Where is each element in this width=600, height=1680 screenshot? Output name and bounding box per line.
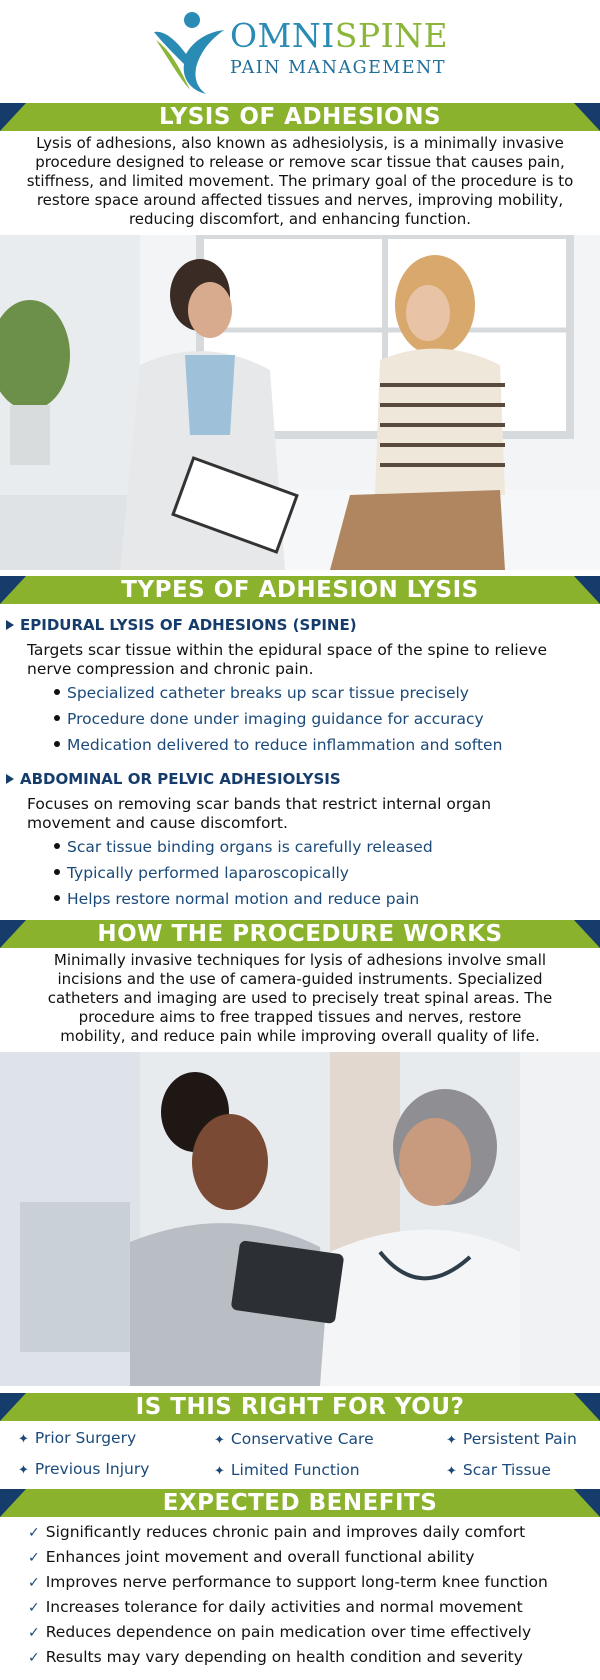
type-heading-epidural: EPIDURAL LYSIS OF ADHESIONS (SPINE) <box>6 616 357 634</box>
procedure-line: incisions and the use of camera-guided instruments. Specialized <box>57 970 543 988</box>
section-banner-lysis <box>0 103 600 131</box>
intro-line: restore space around affected tissues and nerves, improving mobility, <box>36 191 564 209</box>
intro-line: stiffness, and limited movement. The primary goal of the procedure is to <box>26 172 574 190</box>
benefit-item: ✓ Reduces dependence on pain medication over time effectively <box>28 1623 532 1641</box>
list-item: Scar tissue binding organs is carefully released <box>54 838 433 856</box>
list-item: Helps restore normal motion and reduce pain <box>54 890 419 908</box>
section-title: LYSIS OF ADHESIONS <box>158 104 442 130</box>
procedure-line: mobility, and reduce pain while improving overall quality of life. <box>60 1027 540 1045</box>
procedure-line: catheters and imaging are used to precisely treat spinal areas. The <box>47 989 553 1007</box>
list-item: Medication delivered to reduce inflammation and soften <box>54 736 502 754</box>
desc-line: Focuses on removing scar bands that restrict internal organ <box>27 795 492 813</box>
bullet-dot-icon <box>54 715 60 721</box>
procedure-line: Minimally invasive techniques for lysis of adhesions involve small <box>53 951 547 969</box>
benefit-item: ✓ Increases tolerance for daily activities and normal movement <box>28 1598 523 1616</box>
sparkle-icon: ✦ <box>214 1464 225 1479</box>
patient-doctor-tablet-photo <box>0 1052 600 1386</box>
checkmark-icon: ✓ <box>28 1525 40 1541</box>
omnispine-logo <box>150 10 460 96</box>
section-title: TYPES OF ADHESION LYSIS <box>121 577 479 603</box>
desc-line: movement and cause discomfort. <box>27 814 288 832</box>
bullet-dot-icon <box>54 741 60 747</box>
triangle-bullet-icon <box>6 620 14 630</box>
doctor-consultation-photo <box>0 235 600 570</box>
fit-item: ✦ Conservative Care <box>214 1430 374 1448</box>
logo-tagline: PAIN MANAGEMENT <box>230 58 447 78</box>
checkmark-icon: ✓ <box>28 1625 40 1641</box>
checkmark-icon: ✓ <box>28 1650 40 1666</box>
list-item: Specialized catheter breaks up scar tissue precisely <box>54 684 469 702</box>
benefit-item: ✓ Enhances joint movement and overall functional ability <box>28 1548 475 1566</box>
sparkle-icon: ✦ <box>18 1432 29 1447</box>
triangle-bullet-icon <box>6 774 14 784</box>
checkmark-icon: ✓ <box>28 1575 40 1591</box>
intro-line: procedure designed to release or remove scar tissue that causes pain, <box>35 153 565 171</box>
fit-item: ✦ Prior Surgery <box>18 1429 137 1447</box>
section-title: HOW THE PROCEDURE WORKS <box>97 921 503 947</box>
sparkle-icon: ✦ <box>18 1463 29 1478</box>
benefit-item: ✓ Improves nerve performance to support long-term knee function <box>28 1573 548 1591</box>
section-banner-procedure <box>0 920 600 948</box>
benefit-item: ✓ Results may vary depending on health condition and severity <box>28 1648 523 1666</box>
bullet-dot-icon <box>54 689 60 695</box>
desc-line: Targets scar tissue within the epidural space of the spine to relieve <box>27 641 547 659</box>
fit-item: ✦ Persistent Pain <box>446 1430 577 1448</box>
procedure-paragraph <box>0 951 600 1046</box>
intro-paragraph <box>0 134 600 229</box>
procedure-line: procedure aims to free trapped tissues and nerves, restore <box>78 1008 522 1026</box>
type-description <box>27 641 587 679</box>
section-title: IS THIS RIGHT FOR YOU? <box>135 1394 465 1420</box>
intro-line: reducing discomfort, and enhancing function. <box>128 210 472 228</box>
checkmark-icon: ✓ <box>28 1550 40 1566</box>
figure-swoosh-icon <box>150 10 230 96</box>
logo-brand-name: OMNISPINE <box>230 16 449 55</box>
sparkle-icon: ✦ <box>214 1433 225 1448</box>
list-item: Procedure done under imaging guidance for accuracy <box>54 710 484 728</box>
section-banner-benefits <box>0 1489 600 1517</box>
sparkle-icon: ✦ <box>446 1464 457 1479</box>
section-banner-types <box>0 576 600 604</box>
type-heading-abdominal: ABDOMINAL OR PELVIC ADHESIOLYSIS <box>6 770 341 788</box>
fit-item: ✦ Previous Injury <box>18 1460 150 1478</box>
checkmark-icon: ✓ <box>28 1600 40 1616</box>
bullet-dot-icon <box>54 895 60 901</box>
section-banner-right-for-you <box>0 1393 600 1421</box>
intro-line: Lysis of adhesions, also known as adhesiolysis, is a minimally invasive <box>36 134 564 152</box>
sparkle-icon: ✦ <box>446 1433 457 1448</box>
benefit-item: ✓ Significantly reduces chronic pain and improves daily comfort <box>28 1523 526 1541</box>
desc-line: nerve compression and chronic pain. <box>27 660 314 678</box>
section-title: EXPECTED BENEFITS <box>162 1490 438 1516</box>
fit-item: ✦ Limited Function <box>214 1461 360 1479</box>
bullet-dot-icon <box>54 843 60 849</box>
type-description <box>27 795 587 833</box>
bullet-dot-icon <box>54 869 60 875</box>
list-item: Typically performed laparoscopically <box>54 864 349 882</box>
fit-item: ✦ Scar Tissue <box>446 1461 551 1479</box>
